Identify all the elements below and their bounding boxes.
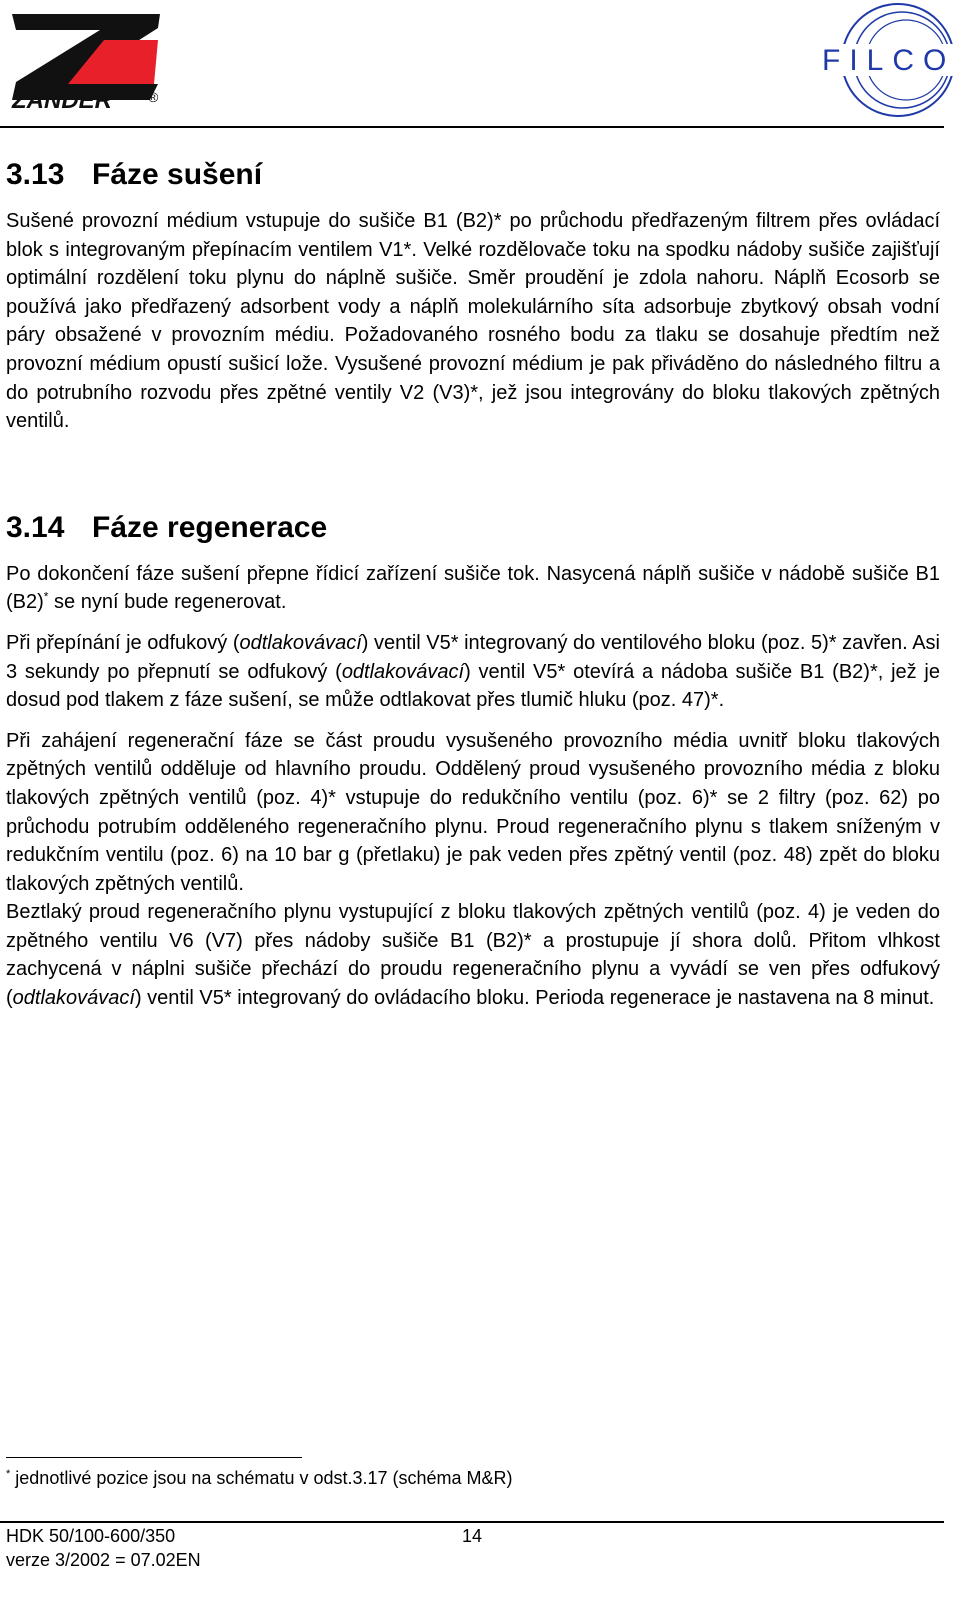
filco-logo	[818, 2, 958, 122]
paragraph-regen-1: Po dokončení fáze sušení přepne řídicí zařízení sušiče tok. Nasycená náplň sušiče v nádobě sušiče B1 (B2)* se nyní bude regenerovat.	[6, 562, 940, 614]
paragraph-drying: Sušené provozní médium vstupuje do sušiče B1 (B2)* po průchodu předřazeným filtrem přes ovládací blok s integrovaným přepínacím ventilem V1*. Velké rozdělovače toku na spodku nádoby sušiče zajišťují optimální rozdělení toku plynu do náplně sušiče. Směr proudění je zdola nahoru. Náplň Ecosorb se používá jako předřazený adsorbent vody a náplň molekulárního síta adsorbuje zbytkový obsah vodní páry obsažené v provozním médiu. Požadovaného rosného bodu za tlaku se dosahuje předtím než provozní médium opustí sušicí lože. Vysušené provozní médium je pak přiváděno do následného filtru a do potrubního rozvodu přes zpětné ventily V2 (V3)*, jež jsou integrovány do bloku tlakových zpětných ventilů.	[6, 210, 940, 433]
section-heading-3-13	[6, 155, 940, 195]
section-number: 3.13	[6, 158, 65, 191]
footer-version: verze 3/2002 = 07.02EN	[6, 1550, 201, 1570]
footnote-divider	[6, 1457, 302, 1458]
zander-logo-text: ZANDER	[12, 87, 112, 110]
footer-doc-info	[6, 1524, 201, 1572]
page-header	[0, 0, 960, 128]
header-divider	[0, 126, 944, 128]
paragraph-regen-3: Při zahájení regenerační fáze se část proudu vysušeného provozního média uvnitř bloku tlakových zpětných ventilů odděluje od hlavního proudu. Oddělený proud vysušeného provozního média z bloku tlakových zpětných ventilů (poz. 4)* vstupuje do redukčního ventilu (poz. 6)* se 2 filtry (poz. 62) po průchodu potrubím odděleného regeneračního plynu. Proud regeneračního plynu s tlakem sníženým v redukčním ventilu (poz. 6) na 10 bar g (přetlaku) je pak veden přes zpětný ventil (poz. 48) zpět do bloku tlakových zpětných ventilů.	[6, 729, 940, 895]
footer-divider	[0, 1521, 944, 1523]
zander-logo	[8, 10, 168, 110]
paragraph-regen-4: Beztlaký proud regeneračního plynu vystupující z bloku tlakových zpětných ventilů (poz. 4) je veden do zpětného ventilu V6 (V7) přes nádoby sušiče B1 (B2)* a prostupuje jí shora dolů. Přitom vlhkost zachycená v náplni sušiče přechází do proudu regeneračního plynu a vyvádí se ven přes odfukový (odtlakovávací) ventil V5* integrovaný do ovládacího bloku. Perioda regenerace je nastavena na 8 minut.	[6, 901, 940, 1010]
svg-text:®: ®	[148, 89, 159, 105]
footnote: * jednotlivé pozice jsou na schématu v odst.3.17 (schéma M&R)	[6, 1468, 513, 1488]
page-number: 14	[462, 1526, 483, 1546]
filco-logo-text: FILCO	[822, 44, 956, 77]
section-title: Fáze regenerace	[92, 510, 328, 544]
section-number: 3.14	[6, 510, 65, 544]
section-title: Fáze sušení	[92, 158, 263, 191]
footer-doc-id: HDK 50/100-600/350	[6, 1526, 176, 1546]
paragraph-regen-2: Při přepínání je odfukový (odtlakovávací) ventil V5* integrovaný do ventilového bloku (poz. 5)* zavřen. Asi 3 sekundy po přepnutí se odfukový (odtlakovávací) ventil V5* otevírá a nádoba sušiče B1 (B2)*, jež je dosud pod tlakem z fáze sušení, se může odtlakovat přes tlumič hluku (poz. 47)*.	[6, 631, 940, 712]
document-body	[6, 155, 940, 1013]
section-heading-3-14	[6, 508, 940, 548]
